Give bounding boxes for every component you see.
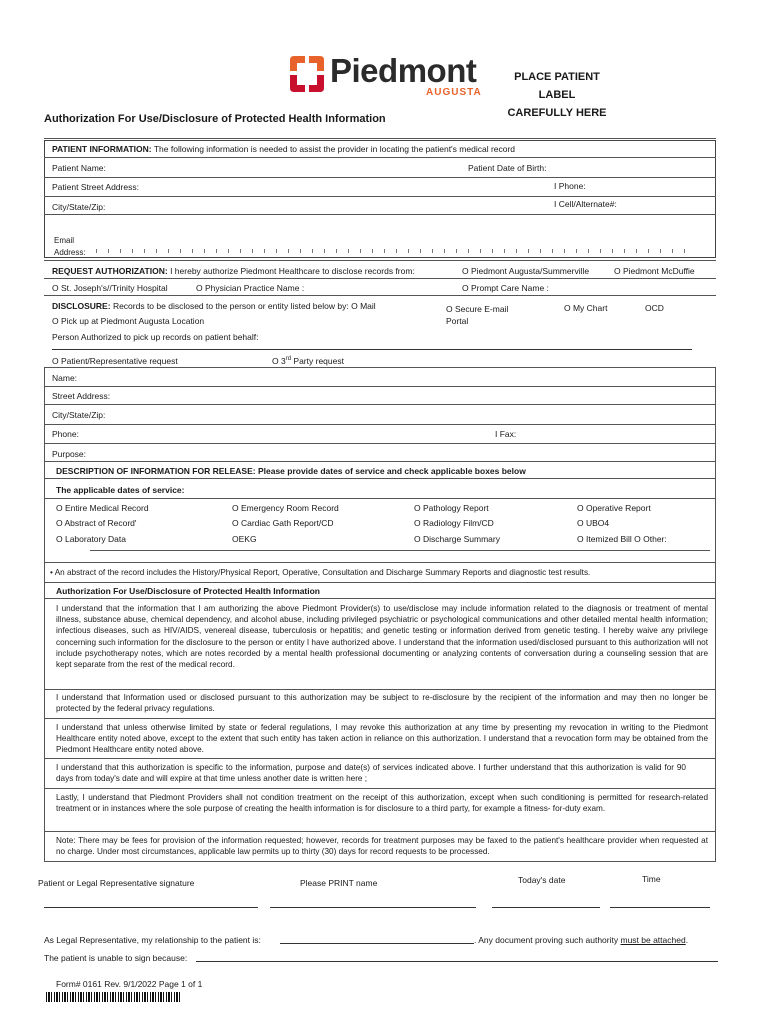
label-line-3: CAREFULLY HERE	[507, 107, 607, 119]
time-label: Time	[642, 874, 661, 884]
unable-to-sign-label: The patient is unable to sign because:	[44, 953, 188, 963]
option-patient-rep[interactable]: O Patient/Representative request	[52, 356, 178, 366]
form-number: Form# 0161 Rev. 9/1/2022 Page 1 of 1	[56, 979, 203, 989]
option-ubo4[interactable]: O UBO4	[577, 518, 610, 528]
brand-sub: AUGUSTA	[426, 87, 482, 98]
dates-of-service-field[interactable]	[200, 482, 710, 496]
patient-street-label: Patient Street Address:	[52, 182, 139, 192]
recipient-fax-field[interactable]	[525, 426, 710, 440]
signature-field[interactable]	[44, 907, 258, 908]
description-heading: DESCRIPTION OF INFORMATION FOR RELEASE: Please provide dates of service and check applicable boxes below	[56, 466, 526, 476]
time-field[interactable]	[610, 907, 710, 908]
email-label-1: Email	[54, 236, 75, 245]
form-title: Authorization For Use/Disclosure of Protected Health Information	[44, 113, 386, 125]
patient-info-heading: PATIENT INFORMATION: The following information is needed to assist the provider in locating the patient's medical record	[52, 144, 516, 154]
recipient-city-field[interactable]	[112, 407, 710, 421]
option-third-party[interactable]: O 3rd Party request	[272, 356, 344, 366]
patient-city-field[interactable]	[120, 199, 540, 213]
option-physician-practice[interactable]: O Physician Practice Name :	[196, 283, 305, 293]
patient-dob-field[interactable]	[560, 160, 710, 174]
option-piedmont-augusta[interactable]: O Piedmont Augusta/Summerville	[462, 266, 590, 276]
auth-paragraph-1: I understand that the information that I am authorizing the above Piedmont Provider(s) to use/disclose may include information related to the diagnosis or treatment of mental illness, substance abuse, chemical dependency, and alcohol abuse, including privileged psychiatric or psychological communications and other detailed mental health information; infectious diseases, such as HIV/AIDS, venereal disease, tuberculosis or hepatitis; and genetic testing or information derived from genetic testing. I hereby waive any privilege concerning such information for the disclosure to the person or entity I have authorized above. I understand that the information used/disclosed pursuant to this authorization will not include psychotherapy notes, which are notes recorded by a mental health professional documenting or analyzing contents of conversation during a counseling session that are kept separate from the rest of the medical record.	[56, 604, 708, 670]
option-mail[interactable]: O Mail	[351, 301, 376, 311]
authorization-heading: Authorization For Use/Disclosure of Protected Health Information	[56, 586, 320, 596]
recipient-street-field[interactable]	[120, 388, 710, 402]
recipient-fax-label: I Fax:	[495, 429, 517, 439]
patient-dob-label: Patient Date of Birth:	[468, 163, 547, 173]
recipient-phone-field[interactable]	[88, 426, 488, 440]
patient-street-field[interactable]	[155, 179, 545, 193]
patient-cell-field[interactable]	[628, 197, 710, 211]
recipient-name-field[interactable]	[82, 370, 710, 384]
portal-label: Portal	[446, 316, 469, 326]
patient-label-area	[496, 68, 618, 122]
option-discharge-summary[interactable]: O Discharge Summary	[414, 534, 500, 544]
option-st-josephs[interactable]: O St. Joseph's//Trinity Hospital	[52, 283, 168, 293]
purpose-field[interactable]	[95, 446, 710, 460]
option-operative-report[interactable]: O Operative Report	[577, 503, 651, 513]
option-emergency-room-record[interactable]: O Emergency Room Record	[232, 503, 339, 513]
proof-authority-text: . Any document proving such authority must be attached.	[474, 935, 689, 945]
must-be-attached: must be attached	[620, 935, 686, 945]
patient-city-label: City/State/Zip:	[52, 202, 106, 212]
auth-paragraph-3: I understand that unless otherwise limited by state or federal regulations, I may revoke this authorization at any time by presenting my revocation in writing to the Piedmont Healthcare entity noted above, except to the extent that such entity has taken action in reliance on this authorization. I understand that a revocation form may be obtained from the Piedmont Healthcare entity noted above.	[56, 723, 708, 755]
patient-name-label: Patient Name:	[52, 163, 106, 173]
auth-paragraph-5: Lastly, I understand that Piedmont Providers shall not condition treatment on the receipt of this authorization, except when such conditioning is permitted for research-related treatment or in instances where the sole purpose of creating the health information is for disclosure to a third party, for example a fitness- for-duty exam.	[56, 793, 708, 814]
option-radiology-film[interactable]: O Radiology Film/CD	[414, 518, 494, 528]
request-auth-line: REQUEST AUTHORIZATION: I hereby authorize Piedmont Healthcare to disclose records from:	[52, 266, 415, 276]
option-secure-email[interactable]: O Secure E-mail Portal	[446, 304, 509, 326]
recipient-name-label: Name:	[52, 373, 78, 383]
disclosure-text: Records to be disclosed to the person or entity listed below by:	[112, 301, 349, 311]
purpose-label: Purpose:	[52, 449, 87, 459]
patient-phone-field[interactable]	[592, 179, 710, 193]
patient-phone-label: I Phone:	[554, 181, 586, 191]
disclosure-line: DISCLOSURE: Records to be disclosed to the person or entity listed below by: O Mail	[52, 301, 376, 311]
abstract-note: • An abstract of the record includes the History/Physical Report, Operative, Consultation and Discharge Summary Reports and diagnostic test results.	[50, 568, 591, 577]
unable-to-sign-field[interactable]	[196, 961, 718, 962]
auth-paragraph-4: I understand that this authorization is specific to the information, purpose and date(s) of services indicated above. I further understand that this authorization is valid for 90 days from today's date and will expire at that time unless another date is written here ;	[56, 763, 686, 784]
print-name-field[interactable]	[270, 907, 476, 908]
person-authorized-label: Person Authorized to pick up records on patient behalf:	[52, 332, 259, 342]
piedmont-logo-icon	[288, 54, 326, 94]
fees-note: Note: There may be fees for provision of the information requested; however, records for treatment purposes may be faxed to the patient's healthcare provider when requested at no charge. Under most circumstances, applicable law permits up to thirty (30) days for record requests to be processed.	[56, 836, 708, 857]
recipient-street-label: Street Address:	[52, 391, 111, 401]
barcode	[46, 992, 181, 1002]
todays-date-field[interactable]	[492, 907, 600, 908]
option-prompt-care[interactable]: O Prompt Care Name :	[462, 283, 549, 293]
option-my-chart[interactable]: O My Chart	[564, 303, 608, 313]
brand-name: Piedmont	[330, 52, 477, 89]
signature-label: Patient or Legal Representative signature	[38, 878, 195, 888]
option-pickup[interactable]: O Pick up at Piedmont Augusta Location	[52, 316, 205, 326]
relationship-label: As Legal Representative, my relationship to the patient is:	[44, 935, 261, 945]
dates-of-service-label: The applicable dates of service:	[56, 485, 185, 495]
option-pathology-report[interactable]: O Pathology Report	[414, 503, 489, 513]
relationship-field[interactable]	[280, 943, 474, 944]
request-auth-text: I hereby authorize Piedmont Healthcare to disclose records from:	[170, 266, 415, 276]
patient-cell-label: I Cell/Alternate#:	[554, 199, 617, 209]
recipient-phone-label: Phone:	[52, 429, 79, 439]
email-label-2: Address:	[54, 248, 86, 257]
option-entire-medical-record[interactable]: O Entire Medical Record	[56, 503, 149, 513]
option-piedmont-mcduffie[interactable]: O Piedmont McDuffie	[614, 266, 695, 276]
option-itemized-bill-other[interactable]: O Itemized Bill O Other:	[577, 534, 667, 544]
label-line-1: PLACE PATIENT	[514, 71, 600, 83]
option-ocd[interactable]: OCD	[645, 303, 664, 313]
option-abstract-of-record[interactable]: O Abstract of Record'	[56, 518, 137, 528]
print-name-label: Please PRINT name	[300, 878, 378, 888]
piedmont-logo	[288, 54, 488, 104]
option-laboratory-data[interactable]: O Laboratory Data	[56, 534, 126, 544]
auth-paragraph-2: I understand that Information used or disclosed pursuant to this authorization may be subject to re-disclosure by the recipient of the information and may then no longer be protected by the federal privacy regulations.	[56, 693, 708, 714]
patient-info-intro: The following information is needed to assist the provider in locating the patient's medical record	[153, 144, 516, 154]
label-line-2: LABEL	[538, 89, 576, 101]
recipient-city-label: City/State/Zip:	[52, 410, 106, 420]
todays-date-label: Today's date	[518, 875, 566, 885]
patient-name-field[interactable]	[115, 160, 455, 174]
option-ekg[interactable]: OEKG	[232, 534, 257, 544]
third-superscript: rd	[285, 356, 292, 363]
email-field[interactable]	[96, 247, 710, 253]
option-cardiac-cath[interactable]: O Cardiac Gath Report/CD	[232, 518, 334, 528]
